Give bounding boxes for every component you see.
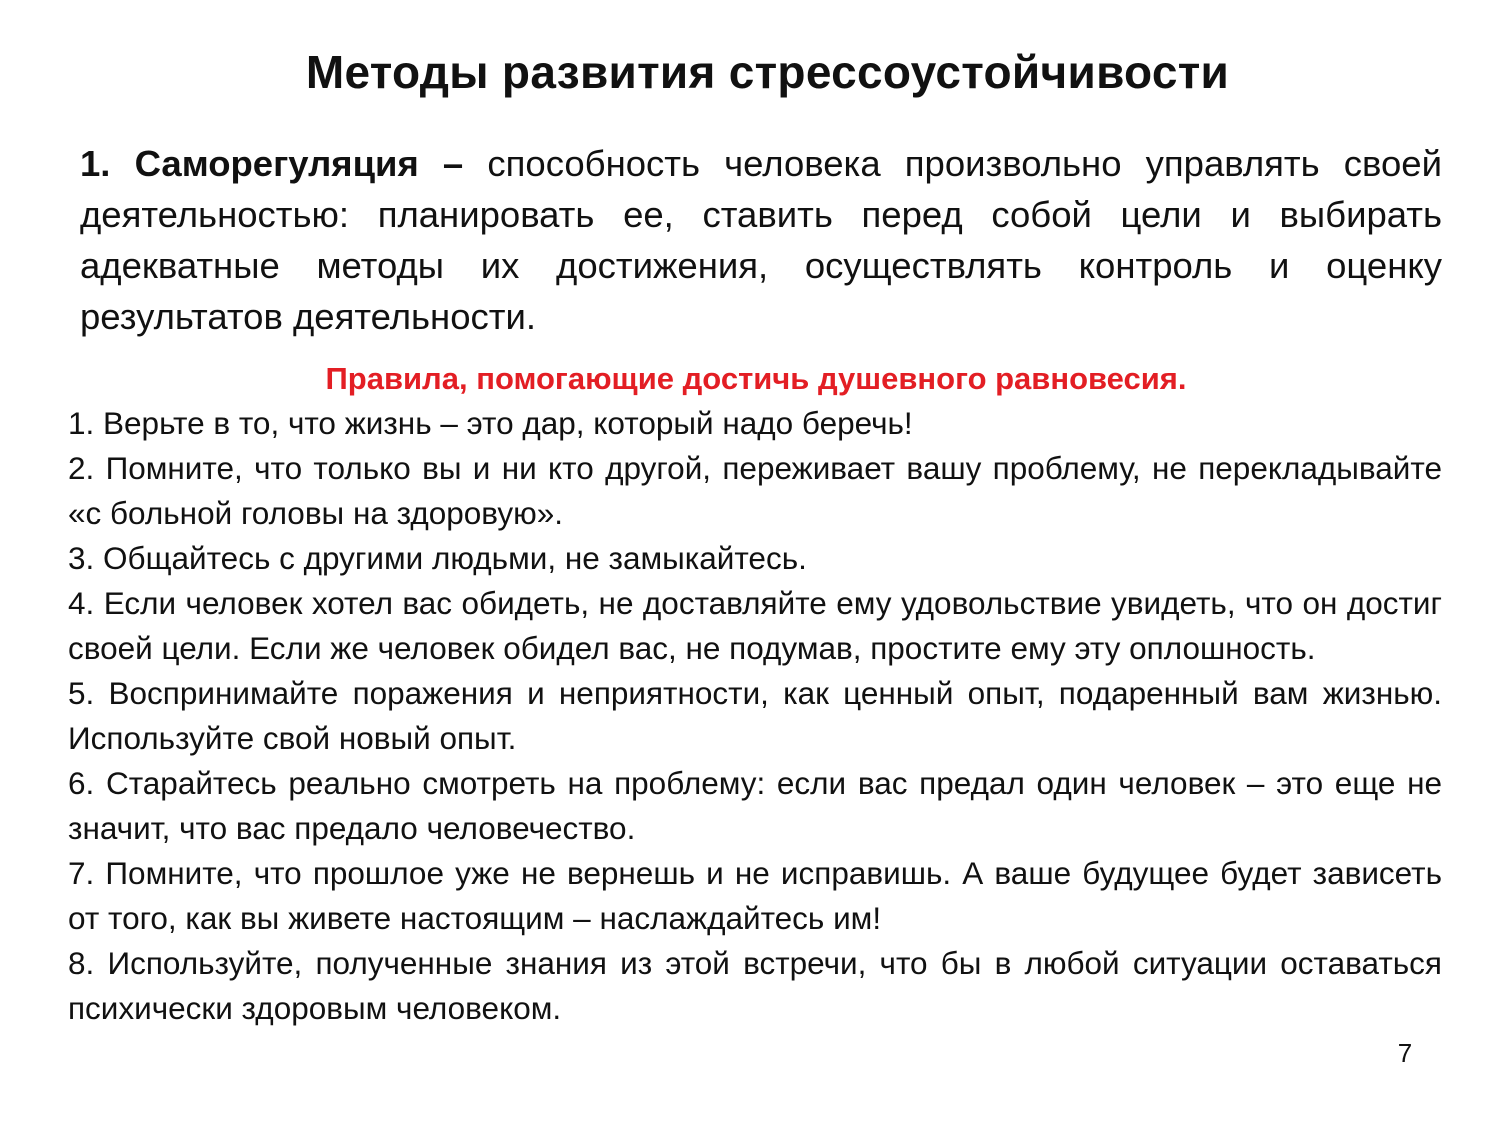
definition-paragraph <box>80 138 1442 342</box>
slide-title: Методы развития стрессоустойчивости <box>305 46 1230 98</box>
definition-term: 1. Саморегуляция – <box>80 143 464 184</box>
rule-item-1: 1. Верьте в то, что жизнь – это дар, который надо беречь! <box>68 405 913 441</box>
rule-item-3: 3. Общайтесь с другими людьми, не замыкайтесь. <box>68 540 807 576</box>
definition-text: способность человека произвольно управлять своей деятельностью: планировать ее, ставить перед собой цели и выбирать адекватные методы их достижения, осуществлять контроль и оценку результатов деятельности. <box>80 143 1442 337</box>
rules-list <box>68 401 1442 1031</box>
rule-item-6: 6. Старайтесь реально смотреть на проблему: если вас предал один человек – это еще не значит, что вас предало человечество. <box>68 765 1442 846</box>
rule-item-7: 7. Помните, что прошлое уже не вернешь и не исправишь. А ваше будущее будет зависеть от того, как вы живете настоящим – наслаждайтесь им! <box>68 855 1442 936</box>
rule-item-2: 2. Помните, что только вы и ни кто другой, переживает вашу проблему, не перекладывайте «с больной головы на здоровую». <box>68 450 1442 531</box>
page-number: 7 <box>1397 1038 1413 1068</box>
rules-heading: Правила, помогающие достичь душевного равновесия. <box>325 361 1187 396</box>
rule-item-4: 4. Если человек хотел вас обидеть, не доставляйте ему удовольствие увидеть, что он достиг своей цели. Если же человек обидел вас, не подумав, простите ему эту оплошность. <box>68 585 1442 666</box>
rule-item-5: 5. Воспринимайте поражения и неприятности, как ценный опыт, подаренный вам жизнью. Используйте свой новый опыт. <box>68 675 1442 756</box>
rule-item-8: 8. Используйте, полученные знания из этой встречи, что бы в любой ситуации оставаться психически здоровым человеком. <box>68 945 1442 1026</box>
